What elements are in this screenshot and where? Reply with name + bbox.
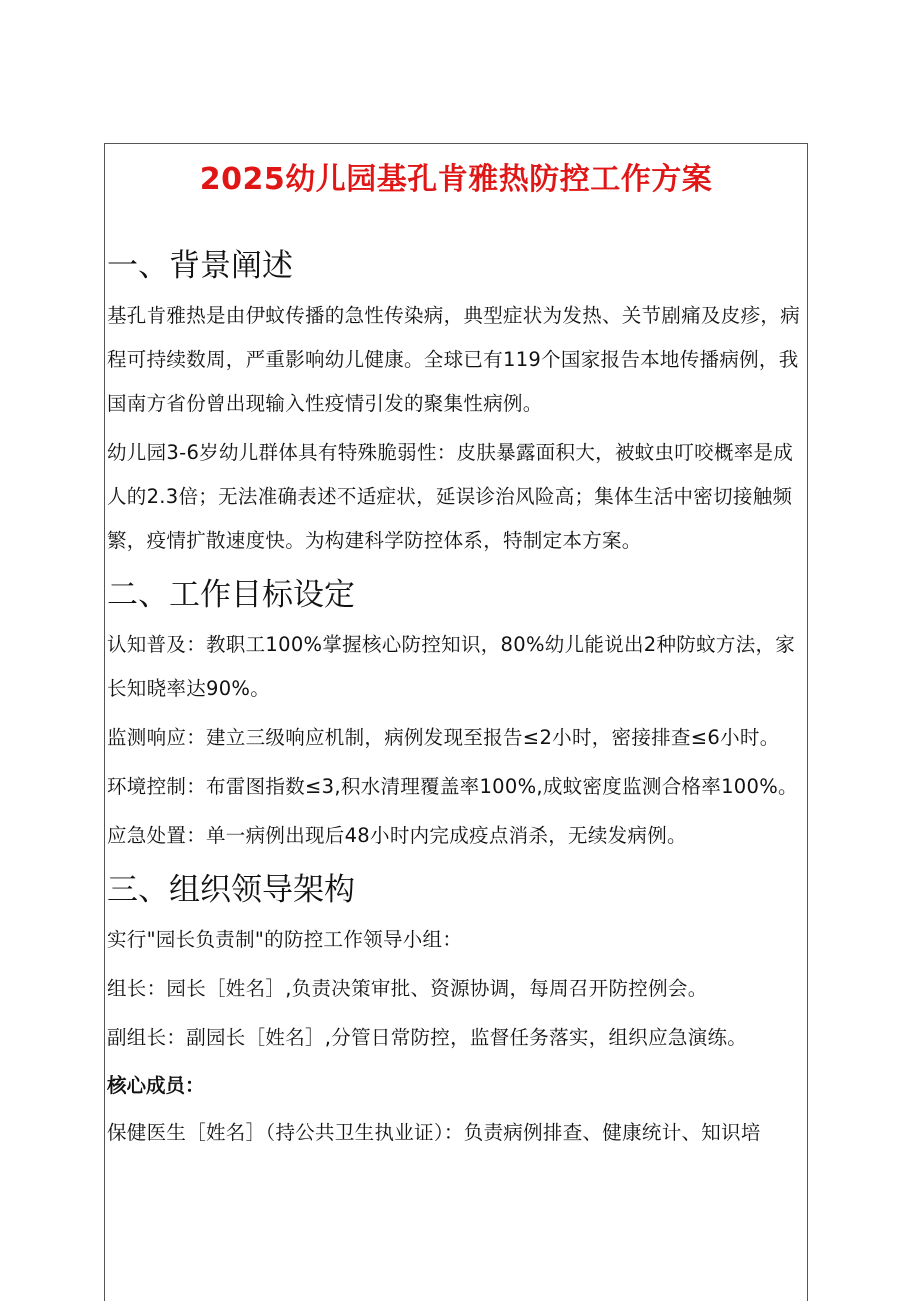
section-heading: 二、工作目标设定 — [107, 577, 355, 613]
subheading: 核心成员： — [107, 1074, 205, 1097]
section-heading: 三、组织领导架构 — [107, 872, 355, 908]
paragraph: 实行"园长负责制"的防控工作领导小组： — [107, 928, 463, 951]
document-title: 2025幼儿园基孔肯雅热防控工作方案 — [199, 162, 713, 197]
paragraph: 认知普及：教职工100%掌握核心防控知识，80%幼儿能说出2种防蚊方法，家长知晓率达90%。 — [107, 633, 796, 700]
paragraph: 应急处置：单一病例出现后48小时内完成疫点消杀，无续发病例。 — [107, 824, 687, 847]
section-heading: 一、背景阐述 — [107, 248, 293, 284]
paragraph: 环境控制：布雷图指数≤3,积水清理覆盖率100%,成蚊密度监测合格率100%。 — [107, 775, 798, 798]
paragraph: 副组长：副园长［姓名］,分管日常防控，监督任务落实，组织应急演练。 — [107, 1026, 748, 1049]
document-frame — [104, 143, 808, 1301]
section-background — [107, 244, 803, 563]
section-goals — [107, 573, 803, 858]
paragraph: 保健医生［姓名］（持公共卫生执业证）：负责病例排查、健康统计、知识培 — [107, 1121, 761, 1144]
paragraph: 幼儿园3-6岁幼儿群体具有特殊脆弱性：皮肤暴露面积大，被蚊虫叮咬概率是成人的2.3倍；无法准确表述不适症状，延误诊治风险高；集体生活中密切接触频繁，疫情扩散速度快。为构建科学防控体系，特制定本方案。 — [107, 441, 794, 552]
section-organization — [107, 868, 803, 1155]
paragraph: 基孔肯雅热是由伊蚊传播的急性传染病，典型症状为发热、关节剧痛及皮疹，病程可持续数周，严重影响幼儿健康。全球已有119个国家报告本地传播病例，我国南方省份曾出现输入性疫情引发的聚集性病例。 — [107, 304, 801, 415]
paragraph: 监测响应：建立三级响应机制，病例发现至报告≤2小时，密接排查≤6小时。 — [107, 726, 780, 749]
document-body — [107, 244, 803, 1155]
paragraph: 组长：园长［姓名］,负责决策审批、资源协调，每周召开防控例会。 — [107, 977, 708, 1000]
